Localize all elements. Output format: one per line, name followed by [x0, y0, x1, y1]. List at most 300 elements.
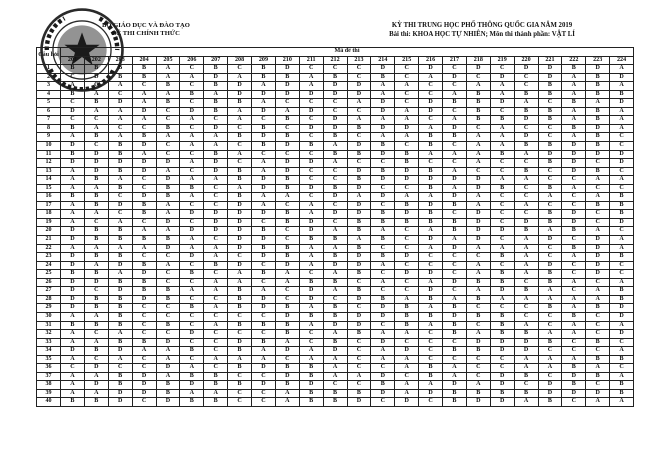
answer-cell: D: [610, 73, 634, 82]
answer-cell: D: [395, 253, 419, 262]
answer-cell: A: [514, 364, 538, 373]
answer-cell: B: [132, 338, 156, 347]
answer-cell: A: [610, 116, 634, 125]
answer-cell: D: [514, 116, 538, 125]
question-number-cell: 4: [37, 90, 61, 99]
answer-cell: A: [466, 381, 490, 390]
answer-cell: D: [347, 210, 371, 219]
answer-cell: D: [299, 227, 323, 236]
answer-cell: B: [252, 142, 276, 151]
answer-cell: C: [538, 176, 562, 185]
exam-code-cell: 213: [347, 56, 371, 65]
question-number-cell: 13: [37, 167, 61, 176]
answer-cell: B: [275, 184, 299, 193]
answer-cell: A: [466, 287, 490, 296]
answer-cell: C: [395, 244, 419, 253]
answer-cell: D: [610, 218, 634, 227]
answer-cell: A: [299, 210, 323, 219]
answer-cell: B: [586, 90, 610, 99]
question-number-cell: 17: [37, 201, 61, 210]
answer-cell: B: [395, 304, 419, 313]
answer-cell: B: [443, 218, 467, 227]
answer-cell: B: [443, 398, 467, 407]
answer-cell: A: [371, 90, 395, 99]
question-number-cell: 9: [37, 133, 61, 142]
answer-cell: C: [586, 210, 610, 219]
answer-cell: C: [299, 116, 323, 125]
question-number-cell: 34: [37, 347, 61, 356]
answer-cell: C: [275, 99, 299, 108]
answer-cell: A: [514, 176, 538, 185]
answer-cell: C: [299, 330, 323, 339]
answer-cell: B: [419, 372, 443, 381]
answer-cell: C: [275, 124, 299, 133]
answer-cell: C: [252, 116, 276, 125]
answer-cell: A: [610, 82, 634, 91]
answer-cell: B: [156, 381, 180, 390]
answer-cell: C: [443, 287, 467, 296]
answer-cell: D: [252, 133, 276, 142]
answer-cell: A: [490, 82, 514, 91]
answer-cell: B: [514, 142, 538, 151]
answer-cell: A: [61, 355, 85, 364]
answer-cell: D: [419, 99, 443, 108]
answer-cell: D: [371, 150, 395, 159]
answer-cell: C: [180, 150, 204, 159]
answer-cell: B: [562, 124, 586, 133]
answer-cell: D: [371, 338, 395, 347]
answer-cell: C: [443, 338, 467, 347]
answer-cell: B: [610, 381, 634, 390]
answer-cell: D: [204, 73, 228, 82]
answer-cell: A: [538, 355, 562, 364]
answer-cell: D: [108, 201, 132, 210]
answer-cell: B: [180, 347, 204, 356]
answer-cell: C: [180, 338, 204, 347]
answer-cell: B: [228, 176, 252, 185]
answer-cell: B: [84, 295, 108, 304]
answer-cell: B: [371, 218, 395, 227]
answer-cell: B: [347, 227, 371, 236]
answer-cell: B: [466, 278, 490, 287]
answer-cell: B: [347, 287, 371, 296]
answer-cell: A: [562, 295, 586, 304]
answer-cell: B: [323, 150, 347, 159]
answer-cell: A: [562, 133, 586, 142]
answer-cell: D: [371, 389, 395, 398]
answer-cell: B: [419, 133, 443, 142]
answer-cell: B: [419, 167, 443, 176]
answer-cell: C: [61, 99, 85, 108]
answer-cell: C: [180, 167, 204, 176]
answer-cell: B: [275, 253, 299, 262]
answer-cell: B: [538, 107, 562, 116]
answer-cell: D: [61, 287, 85, 296]
answer-cell: C: [395, 142, 419, 151]
answer-cell: A: [61, 244, 85, 253]
answer-cell: A: [586, 193, 610, 202]
answer-cell: A: [610, 236, 634, 245]
answer-cell: D: [323, 261, 347, 270]
answer-cell: D: [299, 159, 323, 168]
answer-cell: D: [562, 150, 586, 159]
answer-cell: D: [275, 261, 299, 270]
answer-cell: D: [108, 347, 132, 356]
answer-cell: B: [61, 321, 85, 330]
answer-cell: C: [156, 278, 180, 287]
answer-cell: D: [252, 107, 276, 116]
answer-cell: C: [323, 295, 347, 304]
answer-cell: C: [132, 124, 156, 133]
answer-cell: A: [156, 133, 180, 142]
answer-cell: B: [466, 389, 490, 398]
answer-cell: A: [395, 193, 419, 202]
answer-cell: B: [538, 159, 562, 168]
answer-cell: A: [610, 124, 634, 133]
answer-cell: C: [180, 261, 204, 270]
answer-cell: A: [180, 142, 204, 151]
answer-cell: A: [204, 304, 228, 313]
answer-cell: B: [108, 150, 132, 159]
answer-cell: C: [108, 364, 132, 373]
answer-cell: D: [586, 244, 610, 253]
answer-cell: C: [466, 253, 490, 262]
answer-cell: C: [299, 133, 323, 142]
answer-cell: B: [395, 321, 419, 330]
answer-cell: C: [228, 65, 252, 74]
org-name: BỘ GIÁO DỤC VÀ ĐÀO TẠO: [102, 22, 190, 29]
answer-cell: B: [299, 364, 323, 373]
answer-cell: A: [156, 372, 180, 381]
answer-cell: C: [562, 176, 586, 185]
answer-cell: D: [419, 270, 443, 279]
answer-cell: B: [132, 278, 156, 287]
table-row: [37, 107, 634, 116]
question-number-cell: 3: [37, 82, 61, 91]
answer-cell: D: [204, 124, 228, 133]
answer-cell: D: [61, 107, 85, 116]
exam-code-cell: 216: [419, 56, 443, 65]
table-row: [37, 159, 634, 168]
official-exam-label: ĐỀ THI CHÍNH THỨC: [112, 30, 180, 37]
answer-cell: C: [347, 381, 371, 390]
answer-cell: C: [132, 218, 156, 227]
answer-cell: C: [180, 82, 204, 91]
answer-cell: A: [610, 372, 634, 381]
answer-cell: B: [204, 65, 228, 74]
answer-cell: A: [443, 372, 467, 381]
answer-cell: B: [323, 304, 347, 313]
answer-cell: D: [371, 65, 395, 74]
answer-cell: C: [371, 398, 395, 407]
answer-cell: B: [586, 142, 610, 151]
answer-cell: C: [347, 107, 371, 116]
exam-code-cell: 208: [228, 56, 252, 65]
answer-cell: C: [538, 201, 562, 210]
answer-cell: C: [466, 355, 490, 364]
answer-cell: B: [514, 107, 538, 116]
answer-cell: A: [156, 261, 180, 270]
answer-cell: A: [252, 159, 276, 168]
answer-cell: C: [347, 364, 371, 373]
table-row: [37, 312, 634, 321]
answer-cell: A: [562, 304, 586, 313]
answer-cell: C: [347, 355, 371, 364]
answer-cell: B: [538, 304, 562, 313]
answer-cell: B: [538, 338, 562, 347]
answer-cell: C: [514, 82, 538, 91]
answer-cell: A: [132, 244, 156, 253]
answer-cell: C: [252, 312, 276, 321]
answer-cell: D: [108, 287, 132, 296]
answer-cell: D: [323, 210, 347, 219]
answer-cell: B: [347, 218, 371, 227]
answer-cell: C: [275, 355, 299, 364]
answer-cell: B: [84, 270, 108, 279]
answer-cell: C: [61, 364, 85, 373]
answer-cell: A: [514, 150, 538, 159]
question-number-cell: 30: [37, 312, 61, 321]
answer-cell: B: [252, 65, 276, 74]
answer-cell: B: [347, 270, 371, 279]
answer-cell: C: [228, 330, 252, 339]
answer-cell: D: [514, 218, 538, 227]
answer-cell: C: [132, 355, 156, 364]
answer-cell: D: [466, 218, 490, 227]
answer-cell: A: [228, 116, 252, 125]
answer-cell: B: [132, 73, 156, 82]
answer-cell: D: [538, 381, 562, 390]
answer-cell: D: [132, 167, 156, 176]
answer-cell: B: [514, 330, 538, 339]
answer-cell: A: [395, 364, 419, 373]
answer-cell: B: [347, 124, 371, 133]
answer-cell: A: [395, 355, 419, 364]
answer-cell: C: [204, 270, 228, 279]
answer-cell: A: [514, 321, 538, 330]
answer-cell: D: [371, 304, 395, 313]
answer-cell: A: [490, 176, 514, 185]
answer-cell: D: [323, 347, 347, 356]
answer-cell: C: [275, 287, 299, 296]
answer-cell: C: [156, 312, 180, 321]
answer-cell: B: [610, 201, 634, 210]
question-number-cell: 18: [37, 210, 61, 219]
answer-cell: A: [443, 236, 467, 245]
answer-cell: B: [84, 65, 108, 74]
answer-cell: B: [299, 278, 323, 287]
answer-cell: A: [323, 142, 347, 151]
exam-code-cell: 219: [490, 56, 514, 65]
answer-cell: A: [299, 321, 323, 330]
answer-cell: C: [443, 210, 467, 219]
answer-cell: B: [108, 321, 132, 330]
answer-cell: B: [610, 253, 634, 262]
answer-cell: A: [252, 287, 276, 296]
answer-cell: A: [490, 244, 514, 253]
answer-cell: B: [514, 90, 538, 99]
answer-cell: B: [395, 312, 419, 321]
answer-cell: A: [490, 295, 514, 304]
answer-cell: D: [204, 210, 228, 219]
answer-cell: B: [204, 107, 228, 116]
answer-cell: D: [610, 99, 634, 108]
answer-cell: C: [419, 253, 443, 262]
answer-cell: A: [252, 201, 276, 210]
answer-cell: A: [275, 193, 299, 202]
answer-cell: D: [84, 278, 108, 287]
answer-cell: D: [132, 159, 156, 168]
question-number-cell: 2: [37, 73, 61, 82]
answer-cell: B: [275, 304, 299, 313]
answer-key-table: [36, 47, 634, 407]
answer-cell: D: [395, 124, 419, 133]
answer-cell: A: [586, 176, 610, 185]
answer-cell: B: [347, 176, 371, 185]
exam-code-cell: 201: [61, 56, 85, 65]
answer-cell: B: [252, 338, 276, 347]
answer-cell: C: [562, 347, 586, 356]
answer-cell: D: [108, 389, 132, 398]
answer-cell: B: [466, 295, 490, 304]
answer-cell: A: [419, 381, 443, 390]
answer-cell: A: [84, 107, 108, 116]
answer-cell: D: [586, 236, 610, 245]
answer-cell: B: [108, 295, 132, 304]
answer-cell: D: [299, 184, 323, 193]
answer-cell: C: [395, 278, 419, 287]
answer-cell: D: [275, 312, 299, 321]
answer-cell: C: [371, 244, 395, 253]
answer-cell: C: [490, 193, 514, 202]
answer-cell: C: [299, 193, 323, 202]
answer-cell: B: [108, 184, 132, 193]
answer-cell: B: [84, 176, 108, 185]
answer-cell: D: [61, 227, 85, 236]
answer-cell: B: [538, 116, 562, 125]
answer-cell: B: [84, 133, 108, 142]
answer-cell: C: [347, 338, 371, 347]
answer-cell: B: [108, 236, 132, 245]
answer-cell: C: [419, 338, 443, 347]
exam-code-cell: 223: [586, 56, 610, 65]
answer-cell: A: [180, 176, 204, 185]
answer-cell: C: [156, 116, 180, 125]
question-number-cell: 40: [37, 398, 61, 407]
answer-cell: A: [395, 107, 419, 116]
answer-cell: D: [538, 150, 562, 159]
answer-cell: D: [61, 159, 85, 168]
answer-cell: C: [419, 347, 443, 356]
answer-cell: D: [371, 107, 395, 116]
answer-cell: C: [156, 150, 180, 159]
answer-cell: B: [252, 124, 276, 133]
answer-cell: B: [108, 338, 132, 347]
answer-cell: A: [299, 261, 323, 270]
answer-cell: C: [538, 167, 562, 176]
answer-cell: C: [514, 159, 538, 168]
answer-cell: A: [419, 193, 443, 202]
answer-cell: C: [443, 107, 467, 116]
answer-cell: C: [252, 330, 276, 339]
answer-cell: B: [490, 270, 514, 279]
answer-cell: C: [466, 364, 490, 373]
answer-cell: D: [323, 82, 347, 91]
answer-cell: B: [562, 227, 586, 236]
answer-cell: B: [443, 133, 467, 142]
exam-code-cell: 211: [299, 56, 323, 65]
answer-cell: A: [252, 82, 276, 91]
answer-cell: B: [180, 304, 204, 313]
answer-cell: C: [132, 82, 156, 91]
answer-cell: A: [156, 201, 180, 210]
answer-cell: A: [132, 150, 156, 159]
answer-cell: B: [61, 65, 85, 74]
answer-cell: A: [419, 124, 443, 133]
answer-cell: D: [323, 90, 347, 99]
answer-cell: B: [443, 330, 467, 339]
answer-cell: B: [371, 236, 395, 245]
answer-cell: D: [443, 193, 467, 202]
answer-cell: A: [466, 159, 490, 168]
answer-cell: C: [419, 159, 443, 168]
answer-cell: D: [562, 372, 586, 381]
question-number-cell: 39: [37, 389, 61, 398]
answer-cell: D: [299, 381, 323, 390]
answer-cell: A: [323, 270, 347, 279]
table-row: [37, 355, 634, 364]
answer-cell: A: [586, 287, 610, 296]
answer-cell: C: [538, 133, 562, 142]
answer-cell: D: [275, 90, 299, 99]
answer-cell: C: [180, 278, 204, 287]
answer-cell: C: [347, 133, 371, 142]
answer-cell: B: [275, 218, 299, 227]
answer-cell: B: [562, 244, 586, 253]
answer-cell: B: [252, 321, 276, 330]
answer-cell: C: [371, 364, 395, 373]
answer-cell: A: [299, 304, 323, 313]
answer-cell: D: [228, 227, 252, 236]
answer-cell: B: [228, 133, 252, 142]
table-row: [37, 142, 634, 151]
answer-cell: A: [180, 244, 204, 253]
answer-cell: A: [204, 389, 228, 398]
answer-cell: D: [490, 227, 514, 236]
answer-cell: A: [514, 398, 538, 407]
answer-cell: B: [228, 381, 252, 390]
answer-cell: B: [84, 193, 108, 202]
answer-cell: D: [395, 270, 419, 279]
answer-cell: B: [395, 201, 419, 210]
answer-cell: C: [252, 278, 276, 287]
answer-cell: C: [252, 218, 276, 227]
answer-cell: A: [252, 347, 276, 356]
answer-cell: A: [61, 184, 85, 193]
answer-cell: B: [204, 261, 228, 270]
table-row: [37, 372, 634, 381]
answer-cell: B: [323, 133, 347, 142]
answer-cell: A: [586, 398, 610, 407]
answer-cell: C: [395, 184, 419, 193]
answer-cell: A: [419, 321, 443, 330]
question-number-cell: 21: [37, 236, 61, 245]
answer-cell: A: [514, 236, 538, 245]
answer-cell: B: [443, 389, 467, 398]
answer-cell: B: [514, 372, 538, 381]
table-row: [37, 184, 634, 193]
answer-cell: C: [395, 261, 419, 270]
